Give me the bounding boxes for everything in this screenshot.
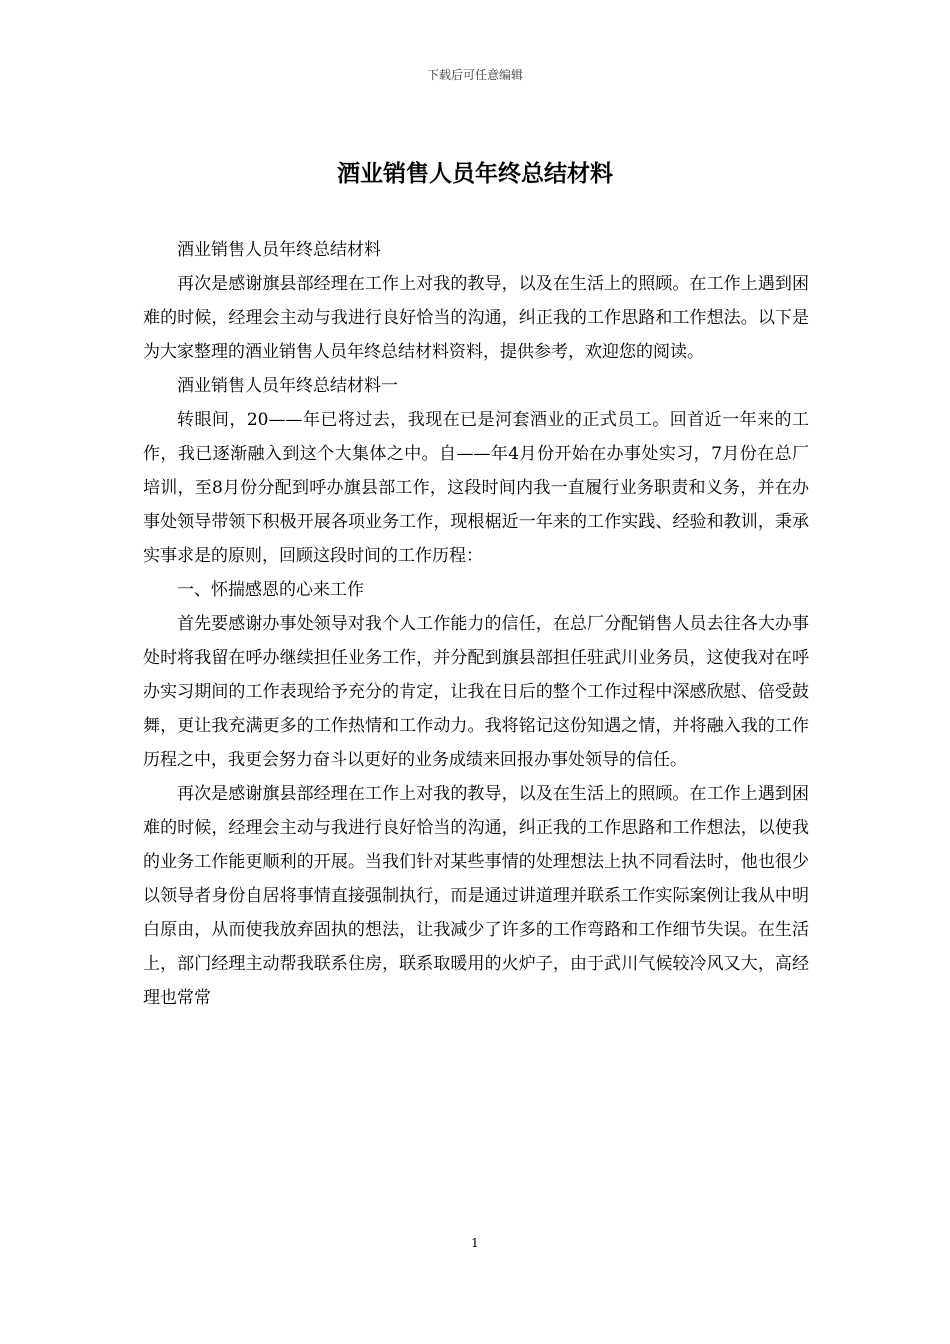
document-body <box>143 233 809 1015</box>
paragraph: 转眼间，20——年已将过去，我现在已是河套酒业的正式员工。回首近一年来的工作，我已逐渐融入到这个大集体之中。自——年4月份开始在办事处实习，7月份在总厂培训，至8月份分配到呼办旗县部工作，这段时间内我一直履行业务职责和义务，并在办事处领导带领下积极开展各项业务工作，现根椐近一年来的工作实践、经验和教训，秉承实事求是的原则，回顾这段时间的工作历程： <box>143 410 809 566</box>
page-number: 1 <box>471 1236 479 1250</box>
paragraph: 首先要感谢办事处领导对我个人工作能力的信任，在总厂分配销售人员去往各大办事处时将我留在呼办继续担任业务工作，并分配到旗县部担任驻武川业务员，这使我对在呼办实习期间的工作表现给予充分的肯定，让我在日后的整个工作过程中深感欣慰、倍受鼓舞，更让我充满更多的工作热情和工作动力。我将铭记这份知遇之情，并将融入我的工作历程之中，我更会努力奋斗以更好的业务成绩来回报办事处领导的信任。 <box>143 614 809 770</box>
paragraph: 酒业销售人员年终总结材料 <box>177 240 381 260</box>
paragraph: 再次是感谢旗县部经理在工作上对我的教导，以及在生活上的照顾。在工作上遇到困难的时候，经理会主动与我进行良好恰当的沟通，纠正我的工作思路和工作想法，以使我的业务工作能更顺利的开展。当我们针对某些事情的处理想法上执不同看法时，他也很少以领导者身份自居将事情直接强制执行，而是通过讲道理并联系工作实际案例让我从中明白原由，从而使我放弃固执的想法，让我减少了许多的工作弯路和工作细节失误。在生活上，部门经理主动帮我联系住房，联系取暖用的火炉子，由于武川气候较冷风又大，高经理也常常 <box>143 784 809 1008</box>
page-header-note: 下载后可任意编辑 <box>426 68 523 82</box>
paragraph: 再次是感谢旗县部经理在工作上对我的教导，以及在生活上的照顾。在工作上遇到困难的时候，经理会主动与我进行良好恰当的沟通，纠正我的工作思路和工作想法。以下是为大家整理的酒业销售人员年终总结材料资料，提供参考，欢迎您的阅读。 <box>143 274 809 362</box>
document-title: 酒业销售人员年终总结材料 <box>337 160 613 187</box>
paragraph: 酒业销售人员年终总结材料一 <box>177 376 398 396</box>
section-heading: 一、怀揣感恩的心来工作 <box>177 580 364 600</box>
